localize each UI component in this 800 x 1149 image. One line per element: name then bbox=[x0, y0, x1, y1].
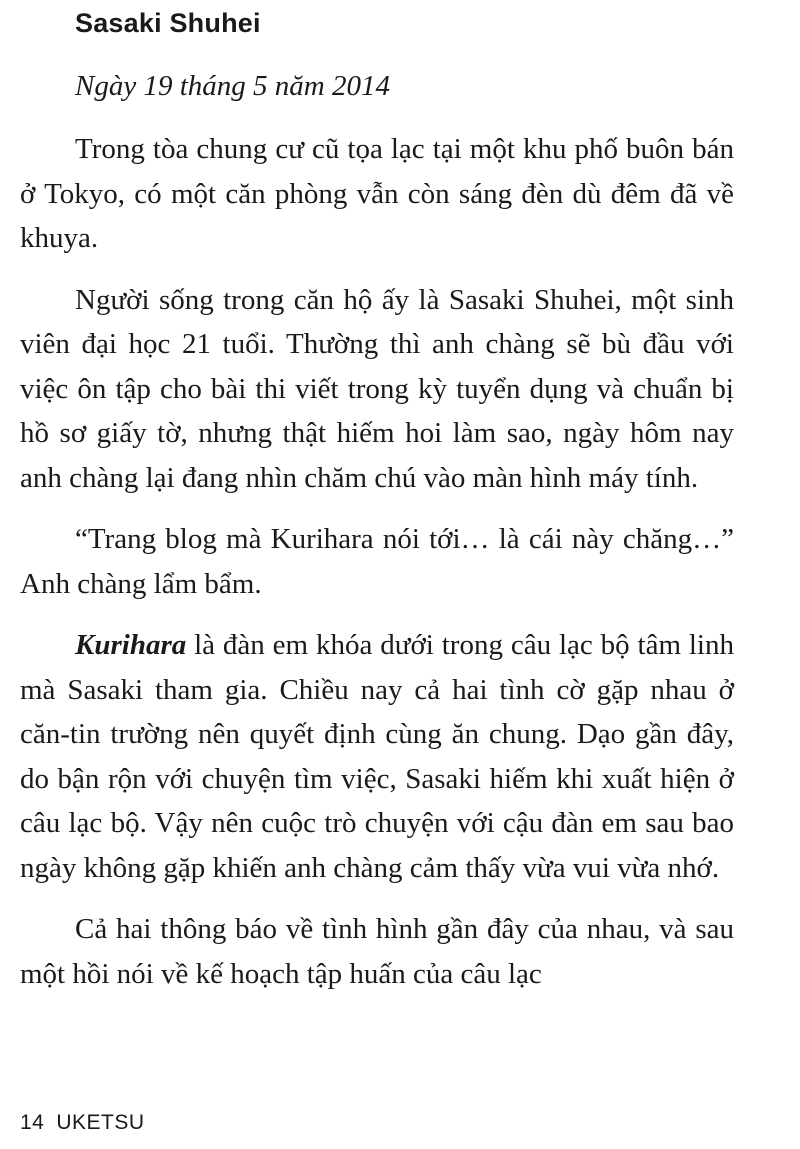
paragraph-1: Trong tòa chung cư cũ tọa lạc tại một khu phố buôn bán ở Tokyo, có một căn phòng vẫn còn sáng đèn dù đêm đã về khuya. bbox=[20, 133, 734, 254]
paragraph-5: Cả hai thông báo về tình hình gần đây của nhau, và sau một hồi nói về kế hoạch tập huấn của câu lạc bbox=[20, 913, 734, 990]
paragraph-4 bbox=[20, 623, 734, 890]
body-text bbox=[20, 127, 734, 1013]
section-date: Ngày 19 tháng 5 năm 2014 bbox=[75, 70, 390, 102]
paragraph-3: “Trang blog mà Kurihara nói tới… là cái này chăng…” Anh chàng lẩm bẩm. bbox=[20, 523, 734, 600]
emphasized-name: Kurihara bbox=[75, 629, 187, 661]
paragraph-4-text: là đàn em khóa dưới trong câu lạc bộ tâm linh mà Sasaki tham gia. Chiều nay cả hai tình cờ gặp nhau ở căn-tin trường nên quyết định cùng ăn chung. Dạo gần đây, do bận rộn với chuyện tìm việc, Sasaki hiếm khi xuất hiện ở câu lạc bộ. Vậy nên cuộc trò chuyện với cậu đàn em sau bao ngày không gặp khiến anh chàng cảm thấy vừa vui vừa nhớ. bbox=[20, 629, 734, 884]
running-title: UKETSU bbox=[56, 1111, 145, 1134]
page-number: 14 bbox=[20, 1111, 45, 1134]
paragraph-2: Người sống trong căn hộ ấy là Sasaki Shuhei, một sinh viên đại học 21 tuổi. Thường thì anh chàng sẽ bù đầu với việc ôn tập cho bài thi viết trong kỳ tuyển dụng và chuẩn bị hồ sơ giấy tờ, nhưng thật hiếm hoi làm sao, ngày hôm nay anh chàng lại đang nhìn chăm chú vào màn hình máy tính. bbox=[20, 283, 734, 494]
page-footer bbox=[20, 1111, 145, 1135]
section-heading-name: Sasaki Shuhei bbox=[75, 8, 261, 38]
